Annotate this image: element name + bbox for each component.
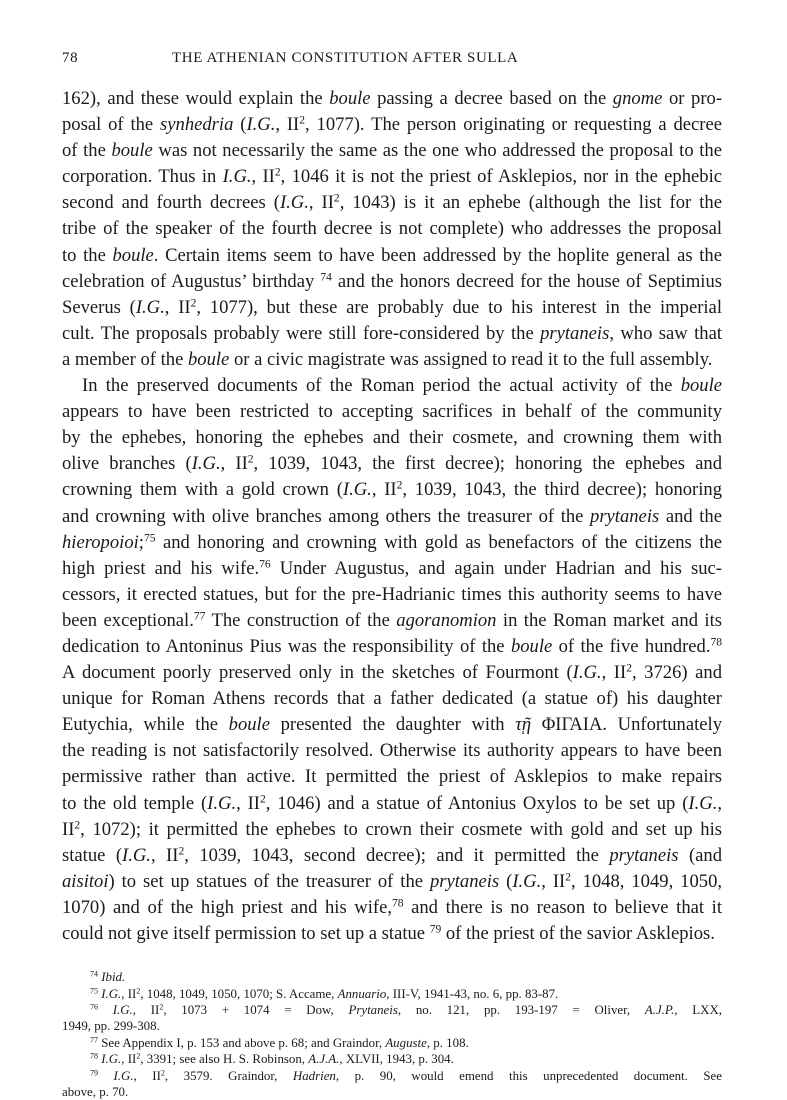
- text-run: , 3579. Graindor,: [164, 1068, 293, 1083]
- superscript: 2: [396, 480, 403, 493]
- text-run: , 3726) and: [631, 662, 722, 684]
- text-run: , 1043) is it an ephebe (although the list for the: [339, 192, 722, 214]
- italic-term: boule: [111, 140, 153, 162]
- superscript: 78: [392, 897, 404, 910]
- text-run: tribe of the speaker of the fourth decree is not complete) who addresses the proposal: [62, 218, 722, 240]
- body-line: [62, 216, 722, 242]
- superscript: 77: [193, 610, 206, 623]
- superscript: 2: [565, 871, 571, 884]
- text-run: high priest and his wife.: [62, 557, 260, 579]
- text-run: Under Augustus, and again under Hadrian and his suc-: [270, 557, 722, 579]
- text-run: 162), and these would explain the: [62, 88, 330, 109]
- text-run: a member of the: [62, 348, 188, 370]
- body-line: [62, 399, 722, 425]
- text-run: II: [62, 818, 75, 840]
- text-run: , II: [251, 166, 275, 188]
- text-run: (and: [678, 844, 723, 866]
- body-line: [62, 138, 722, 164]
- italic-term: I.G.: [246, 114, 276, 136]
- text-run: corporation. Thus in: [62, 166, 223, 188]
- body-line: [62, 686, 722, 712]
- italic-term: I.G.: [122, 844, 151, 866]
- text-run: (: [233, 114, 247, 136]
- italic-term: Annuario: [337, 986, 387, 1001]
- text-run: , 1048, 1049, 1050,: [571, 870, 723, 892]
- body-line: [62, 895, 722, 921]
- text-run: posal of the: [62, 114, 161, 136]
- text-run: , no. 121, pp. 193-197 = Oliver,: [397, 1002, 645, 1017]
- text-run: , II: [236, 792, 260, 814]
- text-run: 1070) and of the high priest and his wife,: [62, 896, 392, 918]
- body-line: [62, 843, 722, 869]
- text-run: The construction of the: [205, 609, 397, 631]
- body-line: [62, 608, 722, 634]
- italic-term: Ibid.: [101, 970, 126, 985]
- superscript: 78: [710, 636, 722, 649]
- text-run: by the ephebes, honoring the ephebes and their cosmete, and crowning them with: [62, 427, 722, 449]
- body-line: [62, 347, 722, 373]
- superscript: 2: [136, 1051, 141, 1061]
- body-line: [62, 321, 722, 347]
- superscript: 76: [90, 1002, 98, 1012]
- text-run: [98, 1003, 113, 1017]
- body-line: [62, 660, 722, 686]
- text-run: , 1077). The person originating or requesting a decree: [305, 114, 723, 136]
- italic-term: A.J.A.: [308, 1052, 340, 1067]
- italic-term: prytaneis: [590, 505, 660, 527]
- body-line: [62, 738, 722, 764]
- text-run: , II: [121, 1052, 137, 1067]
- body-line: [62, 477, 722, 503]
- text-run: unique for Roman Athens records that a father dedicated (a statue of) his daughter: [62, 688, 722, 710]
- text-run: In the preserved documents of the Roman period the actual activity of the: [82, 375, 681, 397]
- italic-term: I.G.: [191, 453, 221, 475]
- italic-term: I.G.: [101, 1052, 122, 1067]
- text-run: , 1039, 1043, the first decree); honoring the ephebes and: [253, 453, 722, 475]
- italic-term: synhedria: [160, 114, 234, 136]
- footnotes: [62, 969, 722, 1100]
- text-run: , II: [541, 870, 566, 892]
- text-run: cessors, it erected statues, but for the pre-Hadrianic times this authority seems to have: [62, 583, 722, 605]
- text-run: , II: [133, 1068, 161, 1083]
- superscript: 74: [90, 969, 98, 979]
- italic-term: I.G.: [512, 870, 542, 892]
- page-number: 78: [62, 50, 79, 66]
- body-line: [62, 112, 722, 138]
- text-run: , 1077), but these are probably due to his interest in the imperial: [196, 296, 722, 318]
- text-run: , II: [308, 192, 334, 214]
- italic-term: I.G.: [572, 662, 602, 684]
- text-run: , XLVII, 1943, p. 304.: [339, 1052, 454, 1067]
- italic-term: A.J.P.: [644, 1002, 675, 1017]
- text-run: , 1039, 1043, the third decree); honoring: [402, 479, 722, 501]
- text-run: of the priest of the savior Asklepios.: [441, 923, 715, 944]
- text-run: , II: [132, 1002, 160, 1017]
- body-line: [62, 791, 722, 817]
- italic-term: I.G.: [135, 296, 165, 318]
- superscript: 79: [429, 923, 442, 936]
- text-run: and crowning with olive branches among others the treasurer of the: [62, 505, 591, 527]
- text-run: , II: [164, 296, 191, 318]
- italic-term: I.G.: [113, 1068, 134, 1083]
- footnote-line: [62, 1068, 722, 1084]
- italic-term: boule: [187, 348, 230, 370]
- text-run: of the five hundred.: [552, 635, 711, 657]
- text-run: ) to set up statues of the treasurer of the: [108, 870, 430, 892]
- italic-term: I.G.: [207, 792, 237, 814]
- superscript: 2: [178, 845, 185, 858]
- text-run: , 1046 it is not the priest of Asklepios, nor in the ephebic: [280, 166, 722, 188]
- text-run: in the Roman market and its: [496, 609, 723, 631]
- body-line: [62, 504, 722, 530]
- body-line: [62, 764, 722, 790]
- superscript: 79: [90, 1068, 98, 1078]
- text-run: statue (: [62, 844, 123, 866]
- text-run: dedication to Antoninus Pius was the responsibility of the: [62, 635, 511, 657]
- body-line: [62, 86, 722, 112]
- superscript: 2: [160, 1068, 165, 1078]
- running-header: [62, 50, 722, 86]
- text-run: , III-V, 1941-43, no. 6, pp. 83-87.: [386, 986, 559, 1001]
- text-run: and there is no reason to believe that it: [403, 896, 722, 918]
- text-run: , II: [371, 479, 397, 501]
- text-run: could not give itself permission to set up a statue: [62, 923, 430, 944]
- italic-term: prytaneis: [540, 322, 610, 344]
- body-line: [62, 425, 722, 451]
- text-run: Severus (: [62, 296, 136, 318]
- text-run: the reading is not satisfactorily resolved. Otherwise its authority appears to have been: [62, 740, 722, 762]
- text-run: to the: [62, 244, 113, 266]
- body-line: [62, 243, 722, 269]
- superscript: 2: [247, 453, 254, 466]
- text-run: celebration of Augustus’ birthday: [62, 270, 321, 292]
- text-run: ;: [138, 531, 144, 553]
- italic-term: τῇ: [515, 714, 532, 736]
- body-line: [62, 373, 722, 399]
- text-run: 1949, pp. 299-308.: [62, 1019, 160, 1034]
- book-page: [62, 50, 722, 1100]
- text-run: , p. 90, would emend this unprecedented document. See: [335, 1068, 722, 1083]
- footnote-line: [62, 1018, 722, 1034]
- body-line: [62, 582, 722, 608]
- text-run: ΦΙΓΑΙΑ. Unfortunately: [531, 714, 722, 736]
- italic-term: boule: [680, 375, 722, 397]
- italic-term: Prytaneis: [348, 1002, 398, 1017]
- italic-term: gnome: [612, 88, 663, 109]
- text-run: of the: [62, 140, 112, 162]
- body-line: [62, 556, 722, 582]
- body-line: [62, 869, 722, 895]
- text-run: , II: [220, 453, 248, 475]
- text-run: , 1039, 1043, second decree); and it permitted the: [184, 844, 610, 866]
- italic-term: I.G.: [112, 1002, 133, 1017]
- body-line: [62, 164, 722, 190]
- text-run: , LXX,: [674, 1002, 722, 1017]
- italic-term: prytaneis: [429, 870, 500, 892]
- text-run: See Appendix I, p. 153 and above p. 68; and Graindor,: [97, 1035, 386, 1050]
- body-text: [62, 86, 722, 947]
- footnote-line: [62, 986, 722, 1002]
- text-run: or a civic magistrate was assigned to read it to the full assembly.: [229, 348, 713, 370]
- body-line: [62, 712, 722, 738]
- text-run: olive branches (: [62, 453, 192, 475]
- text-run: passing a decree based on the: [370, 88, 613, 109]
- italic-term: hieropoioi: [62, 531, 139, 553]
- superscript: 75: [143, 532, 156, 545]
- superscript: 2: [333, 193, 340, 206]
- superscript: 2: [626, 662, 632, 675]
- superscript: 78: [90, 1051, 98, 1061]
- text-run: , 1072); it permitted the ephebes to crown their cosmete with gold and set up his: [80, 818, 722, 840]
- footnote-line: [62, 1035, 722, 1051]
- superscript: 2: [190, 297, 197, 310]
- text-run: or pro-: [662, 88, 723, 109]
- italic-term: agoranomion: [396, 609, 497, 631]
- italic-term: boule: [329, 88, 371, 109]
- body-line: [62, 530, 722, 556]
- text-run: was not necessarily the same as the one who addressed the proposal to the: [152, 140, 722, 162]
- text-run: , II: [275, 114, 300, 136]
- superscript: 2: [136, 986, 141, 996]
- footnote-line: [62, 1051, 722, 1067]
- text-run: (: [499, 870, 513, 892]
- italic-term: boule: [510, 635, 553, 657]
- body-line: [62, 634, 722, 660]
- body-line: [62, 451, 722, 477]
- superscript: 2: [274, 166, 281, 179]
- text-run: and the: [659, 505, 722, 527]
- text-run: cult. The proposals probably were still fore-considered by the: [62, 322, 541, 344]
- superscript: 76: [259, 558, 271, 571]
- running-title: THE ATHENIAN CONSTITUTION AFTER SULLA: [172, 50, 519, 66]
- text-run: , 1046) and a statue of Antonius Oxylos to be set up (: [265, 792, 689, 814]
- text-run: , II: [121, 986, 137, 1001]
- superscript: 2: [299, 114, 306, 127]
- body-line: [62, 269, 722, 295]
- italic-term: I.G.: [342, 479, 372, 501]
- italic-term: I.G.: [222, 166, 252, 188]
- footnote-line: [62, 1002, 722, 1018]
- italic-term: boule: [112, 244, 154, 266]
- body-line: [62, 190, 722, 216]
- text-run: , 1048, 1049, 1050, 1070; S. Accame,: [140, 986, 338, 1001]
- italic-term: boule: [228, 714, 270, 736]
- italic-term: I.G.: [101, 986, 122, 1001]
- italic-term: I.G.: [688, 792, 718, 814]
- body-line: [62, 921, 722, 947]
- text-run: . Certain items seem to have been addressed by the hoplite general as the: [153, 244, 722, 266]
- text-run: , 3391; see also H. S. Robinson,: [140, 1052, 309, 1067]
- footnote-line: [62, 969, 722, 985]
- text-run: permissive rather than active. It permitted the priest of Asklepios to make repairs: [62, 766, 722, 788]
- text-run: , 1073 + 1074 = Dow,: [163, 1002, 349, 1017]
- italic-term: prytaneis: [609, 844, 679, 866]
- text-run: , II: [150, 844, 179, 866]
- superscript: 77: [90, 1035, 98, 1045]
- italic-term: Hadrien: [292, 1068, 336, 1083]
- text-run: appears to have been restricted to accepting sacrifices in behalf of the community: [62, 401, 722, 423]
- text-run: ,: [717, 792, 722, 814]
- text-run: above, p. 70.: [62, 1084, 129, 1099]
- superscript: 2: [74, 819, 81, 832]
- text-run: , p. 108.: [426, 1035, 469, 1050]
- text-run: been exceptional.: [62, 609, 194, 631]
- superscript: 2: [260, 793, 266, 806]
- superscript: 75: [90, 986, 98, 996]
- italic-term: Auguste: [385, 1035, 427, 1050]
- text-run: and the honors decreed for the house of Septimius: [331, 270, 722, 292]
- italic-term: I.G.: [279, 192, 309, 214]
- text-run: Eutychia, while the: [62, 714, 229, 736]
- text-run: presented the daughter with: [269, 714, 516, 736]
- text-run: and honoring and crowning with gold as benefactors of the citizens the: [155, 531, 722, 553]
- text-run: crowning them with a gold crown (: [62, 479, 343, 501]
- text-run: , who saw that: [609, 322, 722, 344]
- text-run: second and fourth decrees (: [62, 192, 280, 214]
- footnote-line: [62, 1084, 722, 1100]
- text-run: , II: [601, 662, 627, 684]
- text-run: [98, 1069, 114, 1083]
- superscript: 74: [320, 271, 332, 284]
- text-run: to the old temple (: [62, 792, 208, 814]
- text-run: A document poorly preserved only in the sketches of Fourmont (: [62, 662, 573, 684]
- superscript: 2: [159, 1002, 164, 1012]
- body-line: [62, 295, 722, 321]
- body-line: [62, 817, 722, 843]
- italic-term: aisitoi: [62, 870, 109, 892]
